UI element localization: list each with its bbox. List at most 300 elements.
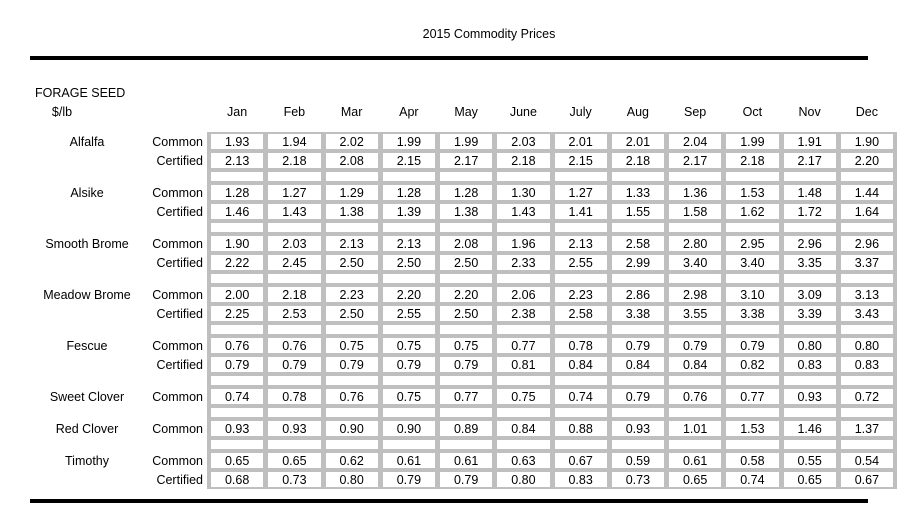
top-divider-rule (30, 56, 868, 60)
price-cell: 0.65 (669, 472, 721, 487)
price-cell: 0.83 (784, 357, 836, 372)
price-cell: 3.09 (784, 287, 836, 302)
price-cell: 0.84 (669, 357, 721, 372)
price-cell: 1.94 (268, 134, 320, 149)
empty-cell (784, 325, 836, 334)
variety-label (148, 323, 207, 336)
empty-cell (555, 440, 607, 449)
price-cell: 0.93 (612, 421, 664, 436)
price-cell: 0.79 (669, 338, 721, 353)
seed-label (0, 221, 148, 234)
price-cell: 1.55 (612, 204, 664, 219)
price-cell: 0.76 (268, 338, 320, 353)
price-cell: 1.72 (784, 204, 836, 219)
price-cell: 2.99 (612, 255, 664, 270)
price-cell: 0.79 (326, 357, 378, 372)
month-header-mar: Mar (340, 105, 363, 119)
empty-cell (326, 376, 378, 385)
price-cell: 2.13 (383, 236, 435, 251)
price-cell: 1.43 (497, 204, 549, 219)
row-alfalfa-certified (0, 151, 918, 170)
price-cell: 1.29 (326, 185, 378, 200)
price-cell: 0.83 (555, 472, 607, 487)
empty-cell (841, 376, 893, 385)
empty-cell (326, 325, 378, 334)
price-cell: 0.76 (211, 338, 263, 353)
price-cell: 2.86 (612, 287, 664, 302)
spacer-row (0, 221, 918, 234)
spacer-row (0, 170, 918, 183)
price-cell: 2.96 (784, 236, 836, 251)
seed-label: Timothy (65, 453, 109, 468)
row-timothy-common (0, 451, 918, 470)
empty-cell (784, 274, 836, 283)
price-cell: 1.62 (726, 204, 778, 219)
price-cell: 2.20 (841, 153, 893, 168)
price-cell: 3.39 (784, 306, 836, 321)
price-cell: 0.75 (440, 338, 492, 353)
seed-label (0, 202, 148, 221)
price-cell: 2.58 (612, 236, 664, 251)
price-cell: 0.75 (383, 338, 435, 353)
price-cell: 0.55 (784, 453, 836, 468)
price-cell: 2.38 (497, 306, 549, 321)
price-cell: 2.18 (612, 153, 664, 168)
price-cell: 3.10 (726, 287, 778, 302)
price-cell: 1.93 (211, 134, 263, 149)
month-header-july: July (569, 105, 592, 119)
month-header-row (207, 105, 897, 119)
row-red-clover-common (0, 419, 918, 438)
row-alsike-certified (0, 202, 918, 221)
price-cell: 0.72 (841, 389, 893, 404)
grid-strip (207, 438, 897, 451)
seed-label (0, 272, 148, 285)
price-cell: 0.74 (555, 389, 607, 404)
variety-label: Certified (156, 255, 203, 270)
price-cell: 2.18 (268, 153, 320, 168)
price-cell: 0.58 (726, 453, 778, 468)
price-cell: 0.81 (497, 357, 549, 372)
empty-cell (440, 408, 492, 417)
month-header-sep: Sep (684, 105, 707, 119)
price-cell: 2.80 (669, 236, 721, 251)
price-cell: 0.62 (326, 453, 378, 468)
price-cell: 0.88 (555, 421, 607, 436)
variety-label (148, 406, 207, 419)
price-cell: 0.84 (555, 357, 607, 372)
variety-label: Certified (156, 153, 203, 168)
price-cell: 1.53 (726, 421, 778, 436)
price-cell: 1.27 (555, 185, 607, 200)
empty-cell (555, 223, 607, 232)
month-header-oct: Oct (742, 105, 763, 119)
row-meadow-brome-certified (0, 304, 918, 323)
seed-label (0, 374, 148, 387)
price-cell: 3.38 (612, 306, 664, 321)
grid-strip (207, 221, 897, 234)
price-cell: 2.08 (326, 153, 378, 168)
seed-label: Alfalfa (69, 134, 105, 149)
price-cell: 1.96 (497, 236, 549, 251)
seed-label (0, 406, 148, 419)
row-timothy-certified (0, 470, 918, 489)
empty-cell (268, 223, 320, 232)
price-cell: 2.58 (555, 306, 607, 321)
month-header-may: May (454, 105, 478, 119)
price-cell: 1.99 (440, 134, 492, 149)
price-cell: 1.01 (669, 421, 721, 436)
price-cell: 1.33 (612, 185, 664, 200)
empty-cell (784, 376, 836, 385)
price-cell: 1.48 (784, 185, 836, 200)
price-cell: 0.79 (612, 338, 664, 353)
empty-cell (612, 408, 664, 417)
price-cell: 0.73 (612, 472, 664, 487)
empty-cell (440, 274, 492, 283)
price-cell: 2.06 (497, 287, 549, 302)
grid-strip (207, 336, 897, 355)
empty-cell (841, 440, 893, 449)
price-cell: 0.79 (268, 357, 320, 372)
empty-cell (383, 325, 435, 334)
price-cell: 2.13 (555, 236, 607, 251)
empty-cell (326, 408, 378, 417)
price-cell: 2.03 (268, 236, 320, 251)
price-cell: 0.76 (669, 389, 721, 404)
empty-cell (268, 172, 320, 181)
price-cell: 0.74 (726, 472, 778, 487)
empty-cell (211, 440, 263, 449)
price-cell: 3.35 (784, 255, 836, 270)
price-cell: 3.13 (841, 287, 893, 302)
price-cell: 3.55 (669, 306, 721, 321)
price-cell: 1.64 (841, 204, 893, 219)
price-cell: 3.38 (726, 306, 778, 321)
empty-cell (612, 223, 664, 232)
empty-cell (497, 408, 549, 417)
price-cell: 0.90 (383, 421, 435, 436)
price-cell: 0.65 (268, 453, 320, 468)
empty-cell (211, 408, 263, 417)
empty-cell (669, 440, 721, 449)
seed-label: Fescue (66, 338, 108, 353)
price-cell: 2.00 (211, 287, 263, 302)
empty-cell (555, 172, 607, 181)
empty-cell (440, 325, 492, 334)
empty-cell (211, 274, 263, 283)
month-header-nov: Nov (798, 105, 821, 119)
empty-cell (211, 223, 263, 232)
price-cell: 2.25 (211, 306, 263, 321)
row-alsike-common (0, 183, 918, 202)
price-cell: 2.01 (612, 134, 664, 149)
price-cell: 0.63 (497, 453, 549, 468)
empty-cell (440, 172, 492, 181)
empty-cell (440, 376, 492, 385)
empty-cell (326, 440, 378, 449)
price-cell: 0.75 (497, 389, 549, 404)
spacer-row (0, 438, 918, 451)
price-cell: 2.01 (555, 134, 607, 149)
month-header-feb: Feb (283, 105, 306, 119)
empty-cell (211, 172, 263, 181)
price-cell: 2.02 (326, 134, 378, 149)
empty-cell (784, 440, 836, 449)
variety-label: Certified (156, 306, 203, 321)
price-cell: 1.44 (841, 185, 893, 200)
price-cell: 2.04 (669, 134, 721, 149)
price-cell: 1.99 (726, 134, 778, 149)
price-cell: 2.08 (440, 236, 492, 251)
price-cell: 2.20 (440, 287, 492, 302)
price-cell: 0.77 (726, 389, 778, 404)
price-cell: 0.79 (383, 357, 435, 372)
empty-cell (326, 223, 378, 232)
price-cell: 2.50 (326, 255, 378, 270)
empty-cell (726, 408, 778, 417)
price-cell: 3.40 (669, 255, 721, 270)
grid-strip (207, 151, 897, 170)
unit-label: $/lb (51, 105, 73, 119)
price-cell: 0.75 (383, 389, 435, 404)
seed-label: Smooth Brome (45, 236, 129, 251)
month-header-apr: Apr (399, 105, 419, 119)
price-cell: 1.53 (726, 185, 778, 200)
price-cell: 2.18 (497, 153, 549, 168)
spacer-row (0, 323, 918, 336)
price-cell: 2.15 (383, 153, 435, 168)
price-cell: 2.55 (555, 255, 607, 270)
price-cell: 2.23 (555, 287, 607, 302)
empty-cell (669, 274, 721, 283)
grid-strip (207, 387, 897, 406)
price-cell: 2.17 (784, 153, 836, 168)
empty-cell (555, 376, 607, 385)
price-cell: 2.53 (268, 306, 320, 321)
seed-label (0, 323, 148, 336)
empty-cell (326, 172, 378, 181)
empty-cell (726, 440, 778, 449)
variety-label: Common (152, 134, 203, 149)
price-table (0, 132, 918, 489)
price-cell: 1.27 (268, 185, 320, 200)
empty-cell (268, 408, 320, 417)
seed-label (0, 438, 148, 451)
variety-label (148, 221, 207, 234)
empty-cell (612, 325, 664, 334)
empty-cell (841, 408, 893, 417)
seed-label (0, 470, 148, 489)
empty-cell (612, 440, 664, 449)
empty-cell (268, 274, 320, 283)
grid-strip (207, 419, 897, 438)
row-smooth-brome-common (0, 234, 918, 253)
price-cell: 0.93 (784, 389, 836, 404)
price-cell: 0.80 (841, 338, 893, 353)
price-cell: 3.43 (841, 306, 893, 321)
price-cell: 1.28 (440, 185, 492, 200)
price-cell: 2.22 (211, 255, 263, 270)
grid-strip (207, 253, 897, 272)
price-cell: 0.77 (497, 338, 549, 353)
price-cell: 1.99 (383, 134, 435, 149)
row-fescue-certified (0, 355, 918, 374)
empty-cell (268, 440, 320, 449)
price-cell: 1.28 (211, 185, 263, 200)
empty-cell (497, 223, 549, 232)
variety-label (148, 272, 207, 285)
price-cell: 2.55 (383, 306, 435, 321)
grid-strip (207, 406, 897, 419)
seed-label (0, 253, 148, 272)
grid-strip (207, 132, 897, 151)
empty-cell (497, 376, 549, 385)
row-meadow-brome-common (0, 285, 918, 304)
seed-label: Meadow Brome (43, 287, 131, 302)
price-cell: 2.96 (841, 236, 893, 251)
price-cell: 2.50 (440, 255, 492, 270)
grid-strip (207, 272, 897, 285)
empty-cell (612, 274, 664, 283)
empty-cell (268, 376, 320, 385)
grid-strip (207, 470, 897, 489)
price-cell: 0.93 (211, 421, 263, 436)
price-cell: 0.75 (326, 338, 378, 353)
price-cell: 2.13 (211, 153, 263, 168)
grid-strip (207, 355, 897, 374)
empty-cell (784, 408, 836, 417)
empty-cell (841, 223, 893, 232)
variety-label: Common (152, 338, 203, 353)
empty-cell (784, 172, 836, 181)
price-cell: 0.61 (383, 453, 435, 468)
price-cell: 1.90 (211, 236, 263, 251)
price-cell: 2.50 (326, 306, 378, 321)
empty-cell (497, 440, 549, 449)
empty-cell (383, 408, 435, 417)
grid-strip (207, 304, 897, 323)
row-smooth-brome-certified (0, 253, 918, 272)
price-cell: 0.79 (726, 338, 778, 353)
empty-cell (841, 274, 893, 283)
month-header-jan: Jan (227, 105, 248, 119)
price-cell: 2.23 (326, 287, 378, 302)
price-cell: 2.17 (440, 153, 492, 168)
page-title: 2015 Commodity Prices (422, 27, 556, 41)
grid-strip (207, 234, 897, 253)
empty-cell (383, 223, 435, 232)
grid-strip (207, 323, 897, 336)
price-cell: 2.03 (497, 134, 549, 149)
price-cell: 0.83 (841, 357, 893, 372)
bottom-divider-rule (30, 499, 868, 503)
price-cell: 0.65 (784, 472, 836, 487)
empty-cell (497, 274, 549, 283)
empty-cell (669, 376, 721, 385)
price-cell: 1.46 (211, 204, 263, 219)
variety-label: Common (152, 421, 203, 436)
price-cell: 1.28 (383, 185, 435, 200)
empty-cell (555, 325, 607, 334)
spacer-row (0, 406, 918, 419)
price-cell: 1.41 (555, 204, 607, 219)
price-cell: 1.43 (268, 204, 320, 219)
empty-cell (669, 223, 721, 232)
empty-cell (268, 325, 320, 334)
price-cell: 0.80 (784, 338, 836, 353)
price-cell: 3.40 (726, 255, 778, 270)
empty-cell (612, 172, 664, 181)
price-cell: 0.67 (841, 472, 893, 487)
empty-cell (612, 376, 664, 385)
grid-strip (207, 285, 897, 304)
variety-label (148, 170, 207, 183)
price-cell: 1.36 (669, 185, 721, 200)
column-header-row (0, 104, 918, 119)
empty-cell (383, 376, 435, 385)
price-cell: 0.59 (612, 453, 664, 468)
empty-cell (326, 274, 378, 283)
price-cell: 2.15 (555, 153, 607, 168)
price-cell: 2.20 (383, 287, 435, 302)
empty-cell (784, 223, 836, 232)
price-cell: 0.76 (326, 389, 378, 404)
price-cell: 0.73 (268, 472, 320, 487)
empty-cell (726, 376, 778, 385)
month-header-june: June (509, 105, 537, 119)
month-header-dec: Dec (855, 105, 878, 119)
row-fescue-common (0, 336, 918, 355)
variety-label: Common (152, 453, 203, 468)
variety-label: Certified (156, 357, 203, 372)
empty-cell (841, 325, 893, 334)
price-cell: 0.80 (326, 472, 378, 487)
price-cell: 0.79 (211, 357, 263, 372)
price-cell: 0.80 (497, 472, 549, 487)
empty-cell (726, 325, 778, 334)
empty-cell (211, 325, 263, 334)
empty-cell (726, 274, 778, 283)
empty-cell (726, 172, 778, 181)
grid-strip (207, 202, 897, 221)
variety-label: Common (152, 389, 203, 404)
price-cell: 2.18 (726, 153, 778, 168)
empty-cell (440, 223, 492, 232)
grid-strip (207, 374, 897, 387)
price-cell: 1.30 (497, 185, 549, 200)
price-cell: 0.79 (612, 389, 664, 404)
variety-label: Common (152, 236, 203, 251)
empty-cell (383, 172, 435, 181)
price-cell: 1.37 (841, 421, 893, 436)
price-cell: 1.38 (326, 204, 378, 219)
price-cell: 2.45 (268, 255, 320, 270)
seed-label (0, 151, 148, 170)
empty-cell (497, 325, 549, 334)
seed-label (0, 304, 148, 323)
seed-label: Sweet Clover (49, 389, 125, 404)
variety-label (148, 374, 207, 387)
grid-strip (207, 170, 897, 183)
price-cell: 2.50 (383, 255, 435, 270)
price-cell: 0.79 (440, 357, 492, 372)
variety-label: Common (152, 287, 203, 302)
variety-label (148, 438, 207, 451)
price-cell: 1.58 (669, 204, 721, 219)
empty-cell (669, 408, 721, 417)
empty-cell (440, 440, 492, 449)
